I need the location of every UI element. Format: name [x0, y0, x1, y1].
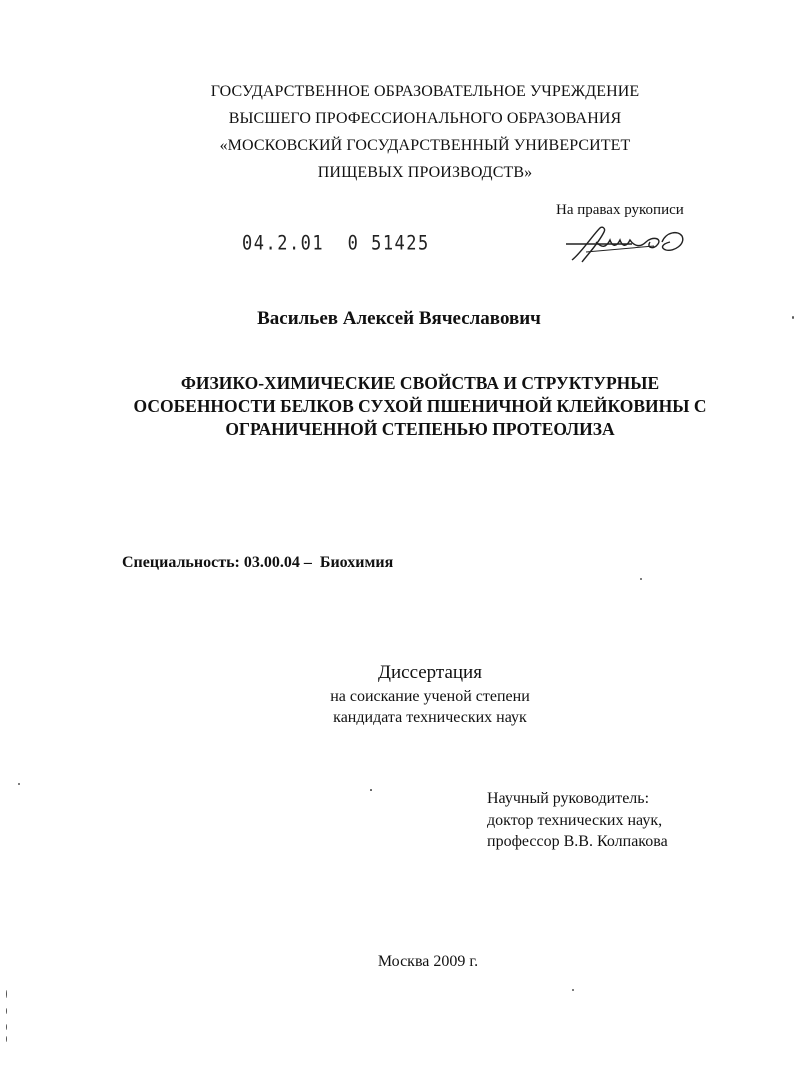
dissertation-heading: Диссертация — [378, 662, 482, 683]
scan-speck — [640, 578, 642, 580]
specialty — [122, 554, 393, 572]
scan-speck — [572, 989, 574, 991]
archive-number-stamp: 04.2.01 0 51425 — [242, 232, 430, 255]
title-line: ОГРАНИЧЕННОЙ СТЕПЕНЬЮ ПРОТЕОЛИЗА — [225, 419, 615, 439]
scan-speck — [6, 1036, 7, 1042]
advisor-line: доктор технических наук, — [487, 811, 663, 829]
rights-note: На правах рукописи — [556, 202, 684, 218]
advisor-line: Научный руководитель: — [487, 790, 650, 807]
scan-speck — [18, 783, 20, 785]
specialty-field: Биохимия — [319, 554, 394, 571]
degree-line: на соискание ученой степени — [330, 688, 530, 705]
scan-speck — [6, 990, 7, 998]
institution-header — [140, 78, 710, 186]
title-line: ОСОБЕННОСТИ БЕЛКОВ СУХОЙ ПШЕНИЧНОЙ КЛЕЙКОВИНЫ С — [133, 396, 707, 416]
scan-speck — [370, 789, 372, 791]
institution-line: ГОСУДАРСТВЕННОЕ ОБРАЗОВАТЕЛЬНОЕ УЧРЕЖДЕНИЕ — [210, 83, 640, 100]
degree-line: кандидата технических наук — [333, 709, 527, 726]
scan-speck — [792, 316, 794, 319]
thesis-title — [120, 372, 720, 441]
dissertation-block — [220, 660, 640, 728]
institution-line: «МОСКОВСКИЙ ГОСУДАРСТВЕННЫЙ УНИВЕРСИТЕТ — [219, 137, 631, 154]
handwritten-signature — [562, 222, 692, 266]
city-year: Москва 2009 г. — [377, 953, 479, 970]
institution-line: ВЫСШЕГО ПРОФЕССИОНАЛЬНОГО ОБРАЗОВАНИЯ — [228, 110, 622, 127]
title-line: ФИЗИКО-ХИМИЧЕСКИЕ СВОЙСТВА И СТРУКТУРНЫЕ — [180, 373, 660, 393]
advisor-line: профессор В.В. Колпакова — [487, 833, 668, 850]
scan-speck — [6, 1024, 7, 1030]
scientific-advisor — [487, 788, 668, 853]
scan-speck — [6, 1008, 7, 1014]
author-name: Васильев Алексей Вячеславович — [257, 308, 541, 329]
institution-line: ПИЩЕВЫХ ПРОИЗВОДСТВ» — [317, 164, 533, 181]
specialty-label: Специальность: 03.00.04 – — [122, 554, 312, 571]
